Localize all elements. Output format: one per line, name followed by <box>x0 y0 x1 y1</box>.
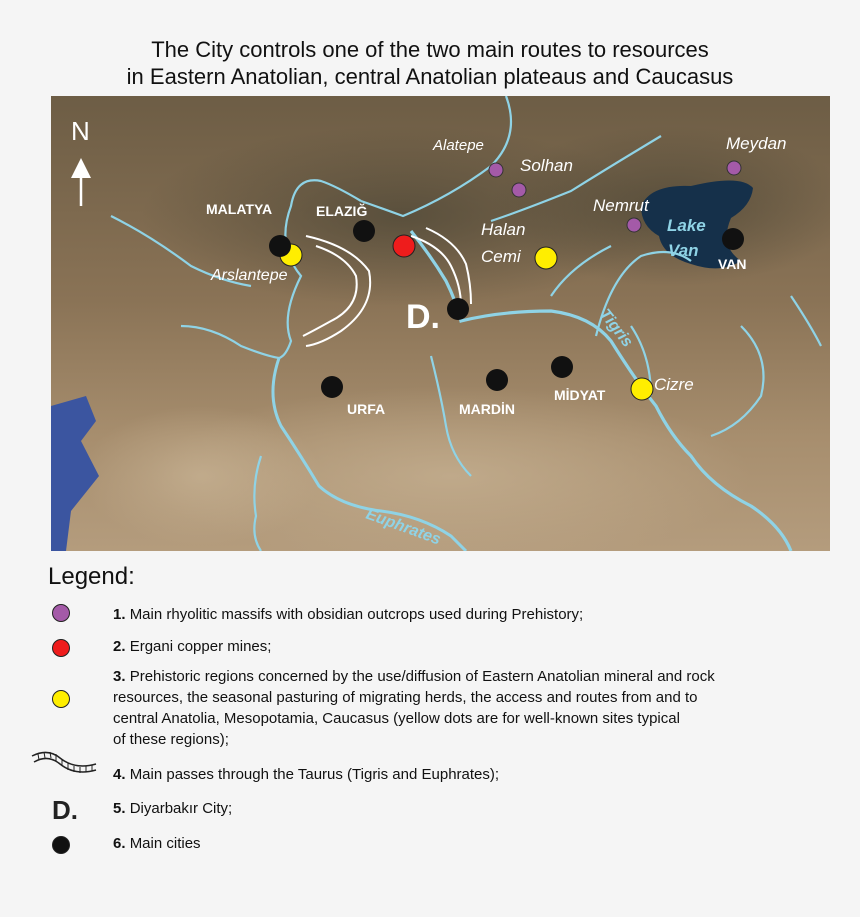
legend-title: Legend: <box>48 563 135 590</box>
legend-item-2 <box>113 636 271 657</box>
legend-item-2-num: 2. <box>113 638 126 655</box>
legend-item-4 <box>113 764 499 785</box>
legend-purple-dot-icon <box>52 604 70 622</box>
label-arslantepe: Arslantepe <box>211 267 288 284</box>
label-alatepe: Alatepe <box>433 137 484 154</box>
legend-item-5-num: 5. <box>113 800 126 817</box>
legend-item-1-num: 1. <box>113 606 126 623</box>
legend-item-4-num: 4. <box>113 766 126 783</box>
legend-item-3-num: 3. <box>113 668 126 685</box>
label-van-city: VAN <box>718 256 747 272</box>
label-malatya: MALATYA <box>206 201 273 217</box>
legend-item-3-line4: of these regions); <box>113 731 229 748</box>
legend-taurus-pass-icon <box>30 742 100 780</box>
legend-item-1 <box>113 604 583 625</box>
title-line-1: The City controls one of the two main routes to resources <box>151 37 709 62</box>
label-euphrates: Euphrates <box>363 505 443 549</box>
obsidian-dot-alatepe <box>489 163 503 177</box>
obsidian-dot-nemrut <box>627 218 641 232</box>
legend-item-3 <box>113 666 715 687</box>
legend-item-6-num: 6. <box>113 835 126 852</box>
legend-item-3-line2: resources, the seasonal pasturing of migrating herds, the access and routes from and to <box>113 689 698 706</box>
legend-black-dot-icon <box>52 836 70 854</box>
label-van-lake: Van <box>668 241 699 260</box>
label-midyat: MİDYAT <box>554 387 606 403</box>
label-elazig: ELAZIĞ <box>316 203 368 219</box>
legend-item-2-text: Ergani copper mines; <box>129 638 272 655</box>
yellow-dot-halan-cemi <box>535 247 557 269</box>
label-solhan: Solhan <box>520 156 573 175</box>
legend-item-6-text: Main cities <box>129 835 201 852</box>
ergani-copper-dot <box>393 235 415 257</box>
obsidian-dot-meydan <box>727 161 741 175</box>
label-diyarbakir-d: D. <box>406 298 440 336</box>
legend-item-6 <box>113 833 201 854</box>
label-mardin: MARDİN <box>459 401 515 417</box>
city-dot-diyarbakir <box>447 298 469 320</box>
label-cemi: Cemi <box>481 247 521 266</box>
legend-d-symbol: D. <box>52 795 78 825</box>
city-dot-malatya <box>269 235 291 257</box>
label-cizre: Cizre <box>654 375 694 394</box>
city-dot-van <box>722 228 744 250</box>
legend-item-4-text: Main passes through the Taurus (Tigris and Euphrates); <box>129 766 500 783</box>
label-nemrut: Nemrut <box>593 196 649 215</box>
legend-item-3-line1: Prehistoric regions concerned by the use/diffusion of Eastern Anatolian mineral and rock <box>129 668 715 685</box>
label-halan: Halan <box>481 220 526 239</box>
legend-item-3-line3: central Anatolia, Mesopotamia, Caucasus (yellow dots are for well-known sites typical <box>113 710 680 727</box>
plain-shading-west <box>81 406 321 546</box>
label-tigris: Tigris <box>595 305 636 351</box>
legend-item-1-text: Main rhyolitic massifs with obsidian outcrops used during Prehistory; <box>129 606 584 623</box>
legend-yellow-dot-icon <box>52 690 70 708</box>
map-canvas <box>51 96 830 551</box>
city-dot-elazig <box>353 220 375 242</box>
city-dot-midyat <box>551 356 573 378</box>
label-meydan: Meydan <box>726 134 787 153</box>
city-dot-mardin <box>486 369 508 391</box>
legend-red-dot-icon <box>52 639 70 657</box>
yellow-dot-cizre <box>631 378 653 400</box>
legend-item-5-text: Diyarbakır City; <box>129 800 233 817</box>
satellite-map <box>51 96 830 551</box>
legend-item-5 <box>113 798 232 819</box>
obsidian-dot-solhan <box>512 183 526 197</box>
city-dot-urfa <box>321 376 343 398</box>
map-title <box>0 36 860 90</box>
title-line-2: in Eastern Anatolian, central Anatolian plateaus and Caucasus <box>126 64 734 89</box>
label-urfa: URFA <box>347 401 386 417</box>
north-label: N <box>71 116 90 146</box>
label-lake: Lake <box>667 216 706 235</box>
